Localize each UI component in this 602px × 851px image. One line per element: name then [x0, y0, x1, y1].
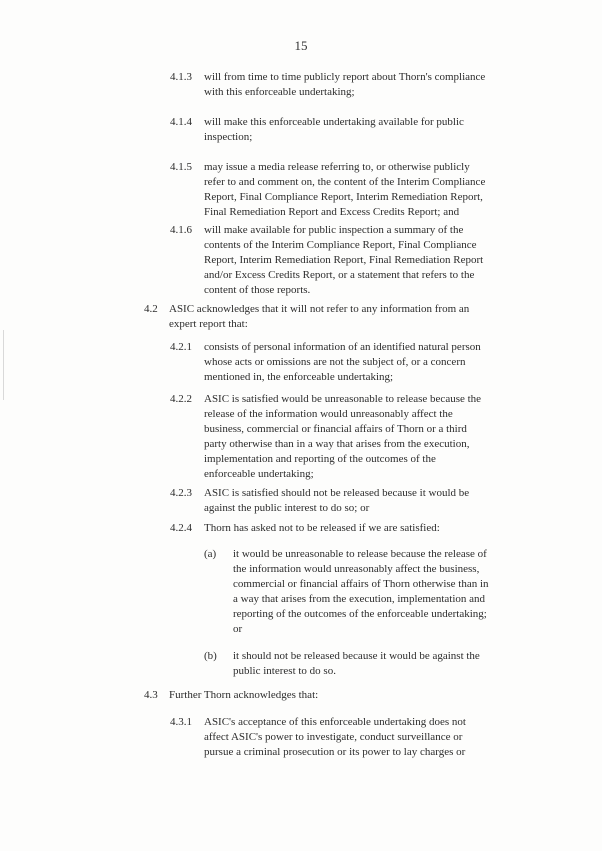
- clause-text-line: ASIC acknowledges that it will not refer to any information from an: [169, 303, 470, 315]
- clause-text-line: it should not be released because it would be against the: [233, 650, 480, 662]
- clause-text-line: may issue a media release referring to, or otherwise publicly: [204, 161, 470, 173]
- clause-text-line: will make available for public inspection a summary of the: [204, 224, 464, 236]
- clause-text-line: content of those reports.: [204, 284, 311, 296]
- clause-text-line: mentioned in, the enforceable undertaking;: [204, 371, 394, 383]
- clause-text-line: will from time to time publicly report about Thorn's compliance: [204, 71, 486, 83]
- clause-number: 4.2.1: [170, 341, 192, 353]
- clause-number: 4.2: [144, 303, 158, 315]
- clause-number: 4.1.3: [170, 71, 192, 83]
- clause-text-line: will make this enforceable undertaking available for public: [204, 116, 464, 128]
- clause-text-line: or: [233, 623, 243, 635]
- clause-text-line: consists of personal information of an identified natural person: [204, 341, 481, 353]
- clause-text-line: with this enforceable undertaking;: [204, 86, 355, 98]
- clause-text-line: business, commercial or financial affairs of Thorn or a third: [204, 423, 467, 435]
- clause-text-line: ASIC is satisfied should not be released because it would be: [204, 487, 470, 499]
- clause-text-line: whose acts or omissions are not the subject of, or a concern: [204, 356, 466, 368]
- clause-number: 4.3: [144, 689, 158, 701]
- clause-text-line: public interest to do so.: [233, 665, 336, 677]
- clause-text-line: the information would unreasonably affect the business,: [233, 563, 480, 575]
- clause-number: (b): [204, 650, 217, 662]
- clause-number: 4.2.4: [170, 522, 192, 534]
- clause-text-line: Report, Interim Remediation Report, Final Remediation Report: [204, 254, 484, 266]
- clause-text-line: party otherwise than in a way that arises from the execution,: [204, 438, 470, 450]
- clause-text-line: implementation and reporting of the outcomes of the: [204, 453, 436, 465]
- clause-number: 4.1.4: [170, 116, 192, 128]
- clause-number: 4.3.1: [170, 716, 192, 728]
- clause-text-line: it would be unreasonable to release because the release of: [233, 548, 487, 560]
- clause-text-line: ASIC's acceptance of this enforceable undertaking does not: [204, 716, 466, 728]
- clause-text-line: contents of the Interim Compliance Report, Final Compliance: [204, 239, 477, 251]
- clause-text-line: reporting of the outcomes of the enforceable undertaking;: [233, 608, 487, 620]
- clause-text-line: expert report that:: [169, 318, 248, 330]
- clause-text-line: inspection;: [204, 131, 253, 143]
- clause-text-line: enforceable undertaking;: [204, 468, 314, 480]
- scan-edge-mark: [3, 330, 4, 400]
- clause-text-line: Thorn has asked not to be released if we are satisfied:: [204, 522, 440, 534]
- clause-text-line: refer to and comment on, the content of the Interim Compliance: [204, 176, 486, 188]
- clause-text-line: Report, Final Compliance Report, Interim Remediation Report,: [204, 191, 483, 203]
- clause-number: 4.2.2: [170, 393, 192, 405]
- clause-number: 4.1.6: [170, 224, 192, 236]
- clause-text-line: Further Thorn acknowledges that:: [169, 689, 319, 701]
- clause-text-line: affect ASIC's power to investigate, conduct surveillance or: [204, 731, 463, 743]
- clause-number: (a): [204, 548, 217, 560]
- clause-text-line: against the public interest to do so; or: [204, 502, 370, 514]
- clause-number: 4.2.3: [170, 487, 192, 499]
- clause-text-line: pursue a criminal prosecution or its power to lay charges or: [204, 746, 466, 758]
- clause-text-line: and/or Excess Credits Report, or a statement that refers to the: [204, 269, 475, 281]
- clause-text-line: a way that arises from the execution, implementation and: [233, 593, 486, 605]
- clause-text-line: commercial or financial affairs of Thorn otherwise than in: [233, 578, 489, 590]
- page-number: 15: [294, 38, 308, 53]
- clause-number: 4.1.5: [170, 161, 192, 173]
- clause-text-line: Final Remediation Report and Excess Credits Report; and: [204, 206, 460, 218]
- clause-text-line: ASIC is satisfied would be unreasonable to release because the: [204, 393, 482, 405]
- clause-text-line: release of the information would unreasonably affect the: [204, 408, 453, 420]
